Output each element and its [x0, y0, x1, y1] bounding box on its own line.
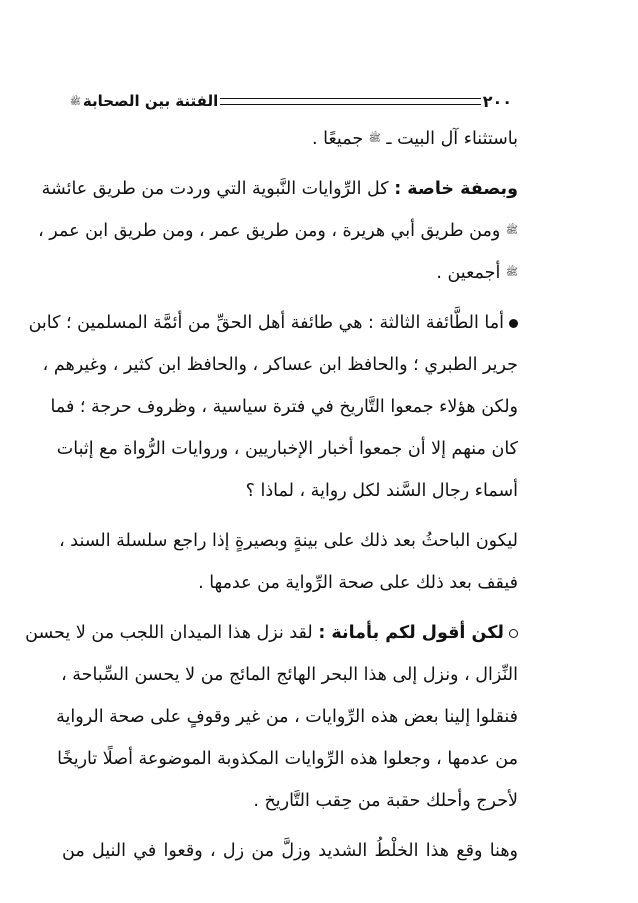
- text-line: [50, 386, 518, 428]
- bullet-dot-icon: [509, 319, 518, 328]
- text-line: [62, 562, 518, 604]
- text-line: [62, 780, 518, 822]
- text-fragment: النِّزال ، ونزل إلى هذا البحر الهائج المائج من لا يحسن السِّباحة ،: [61, 665, 518, 685]
- bold-lead: لكن أقول لكم بأمانة :: [318, 623, 504, 643]
- text-fragment: أما الطَّائفة الثالثة : هي طائفة أهل الحقِّ من أئمَّة المسلمين ؛ كابن: [28, 313, 504, 333]
- text-fragment: جرير الطبري ؛ والحافظ ابن عساكر ، والحافظ ابن كثير ، وغيرهم ،: [42, 355, 518, 375]
- honorific-mark: ﷺ: [70, 96, 81, 107]
- text-line: [25, 612, 518, 654]
- text-fragment: فيقف بعد ذلك على صحة الرِّواية من عدمها .: [198, 573, 518, 593]
- text-fragment: لأحرج وأحلك حقبة من حِقب التَّاريخ .: [253, 791, 518, 811]
- header-double-rule: [220, 98, 480, 105]
- text-fragment: فنقلوا إلينا بعض هذه الرِّوايات ، من غير وقوفٍ على صحة الرواية: [56, 707, 518, 727]
- text-fragment: كل الرِّوايات النَّبوية التي وردت من طريق عائشة: [41, 179, 389, 199]
- text-line: [38, 210, 518, 252]
- text-line: [28, 302, 518, 344]
- page-number: ٢٠٠: [482, 91, 512, 111]
- text-fragment: جميعًا .: [312, 129, 364, 149]
- text-fragment: من عدمها ، وجعلوا هذه الرِّوايات المكذوبة الموضوعة أصلًا تاريخًا: [57, 749, 518, 769]
- text-line: [59, 520, 518, 562]
- text-line: [42, 344, 518, 386]
- text-line: [62, 118, 518, 160]
- text-line: [56, 696, 518, 738]
- bullet-ring-icon: [509, 629, 518, 638]
- text-fragment: أجمعين .: [436, 263, 501, 283]
- book-title-text: الفتنة بين الصحابة: [82, 92, 219, 110]
- text-fragment: ولكن هؤلاء جمعوا التَّاريخ في فترة سياسية ، وظروف حرجة ؛ فما: [50, 397, 518, 417]
- book-title: [62, 92, 218, 110]
- text-fragment: باستثناء آل البيت ـ: [386, 129, 518, 149]
- text-line: [57, 738, 518, 780]
- text-line: [62, 654, 518, 696]
- running-header: [62, 88, 518, 114]
- text-line: [62, 252, 518, 294]
- text-fragment: ومن طريق أبي هريرة ، ومن طريق عمر ، ومن طريق ابن عمر ،: [38, 221, 501, 241]
- honorific-mark: ﷺ: [505, 267, 518, 278]
- text-fragment: ليكون الباحثُ بعد ذلك على بينةٍ وبصيرةٍ إذا راجع سلسلة السند ،: [59, 531, 518, 551]
- text-line: [62, 470, 518, 512]
- text-fragment: كان منهم إلا أن جمعوا أخبار الإخباريين ، وروايات الرُّواة مع إثبات: [56, 439, 518, 459]
- text-line: [56, 428, 518, 470]
- text-fragment: وهنا وقع هذا الخلْطُ الشديد وزلَّ من زل ، وقعوا في النيل من: [62, 841, 518, 861]
- page-body: [25, 118, 518, 872]
- text-line: [41, 168, 518, 210]
- honorific-mark: ﷺ: [505, 225, 518, 236]
- text-fragment: لقد نزل هذا الميدان اللجب من لا يحسن: [25, 623, 313, 643]
- honorific-mark: ﷺ: [368, 133, 381, 144]
- text-line: [62, 830, 518, 872]
- bold-lead: وبصفة خاصة :: [394, 179, 518, 199]
- text-fragment: أسماء رجال السَّند لكل رواية ، لماذا ؟: [245, 481, 518, 501]
